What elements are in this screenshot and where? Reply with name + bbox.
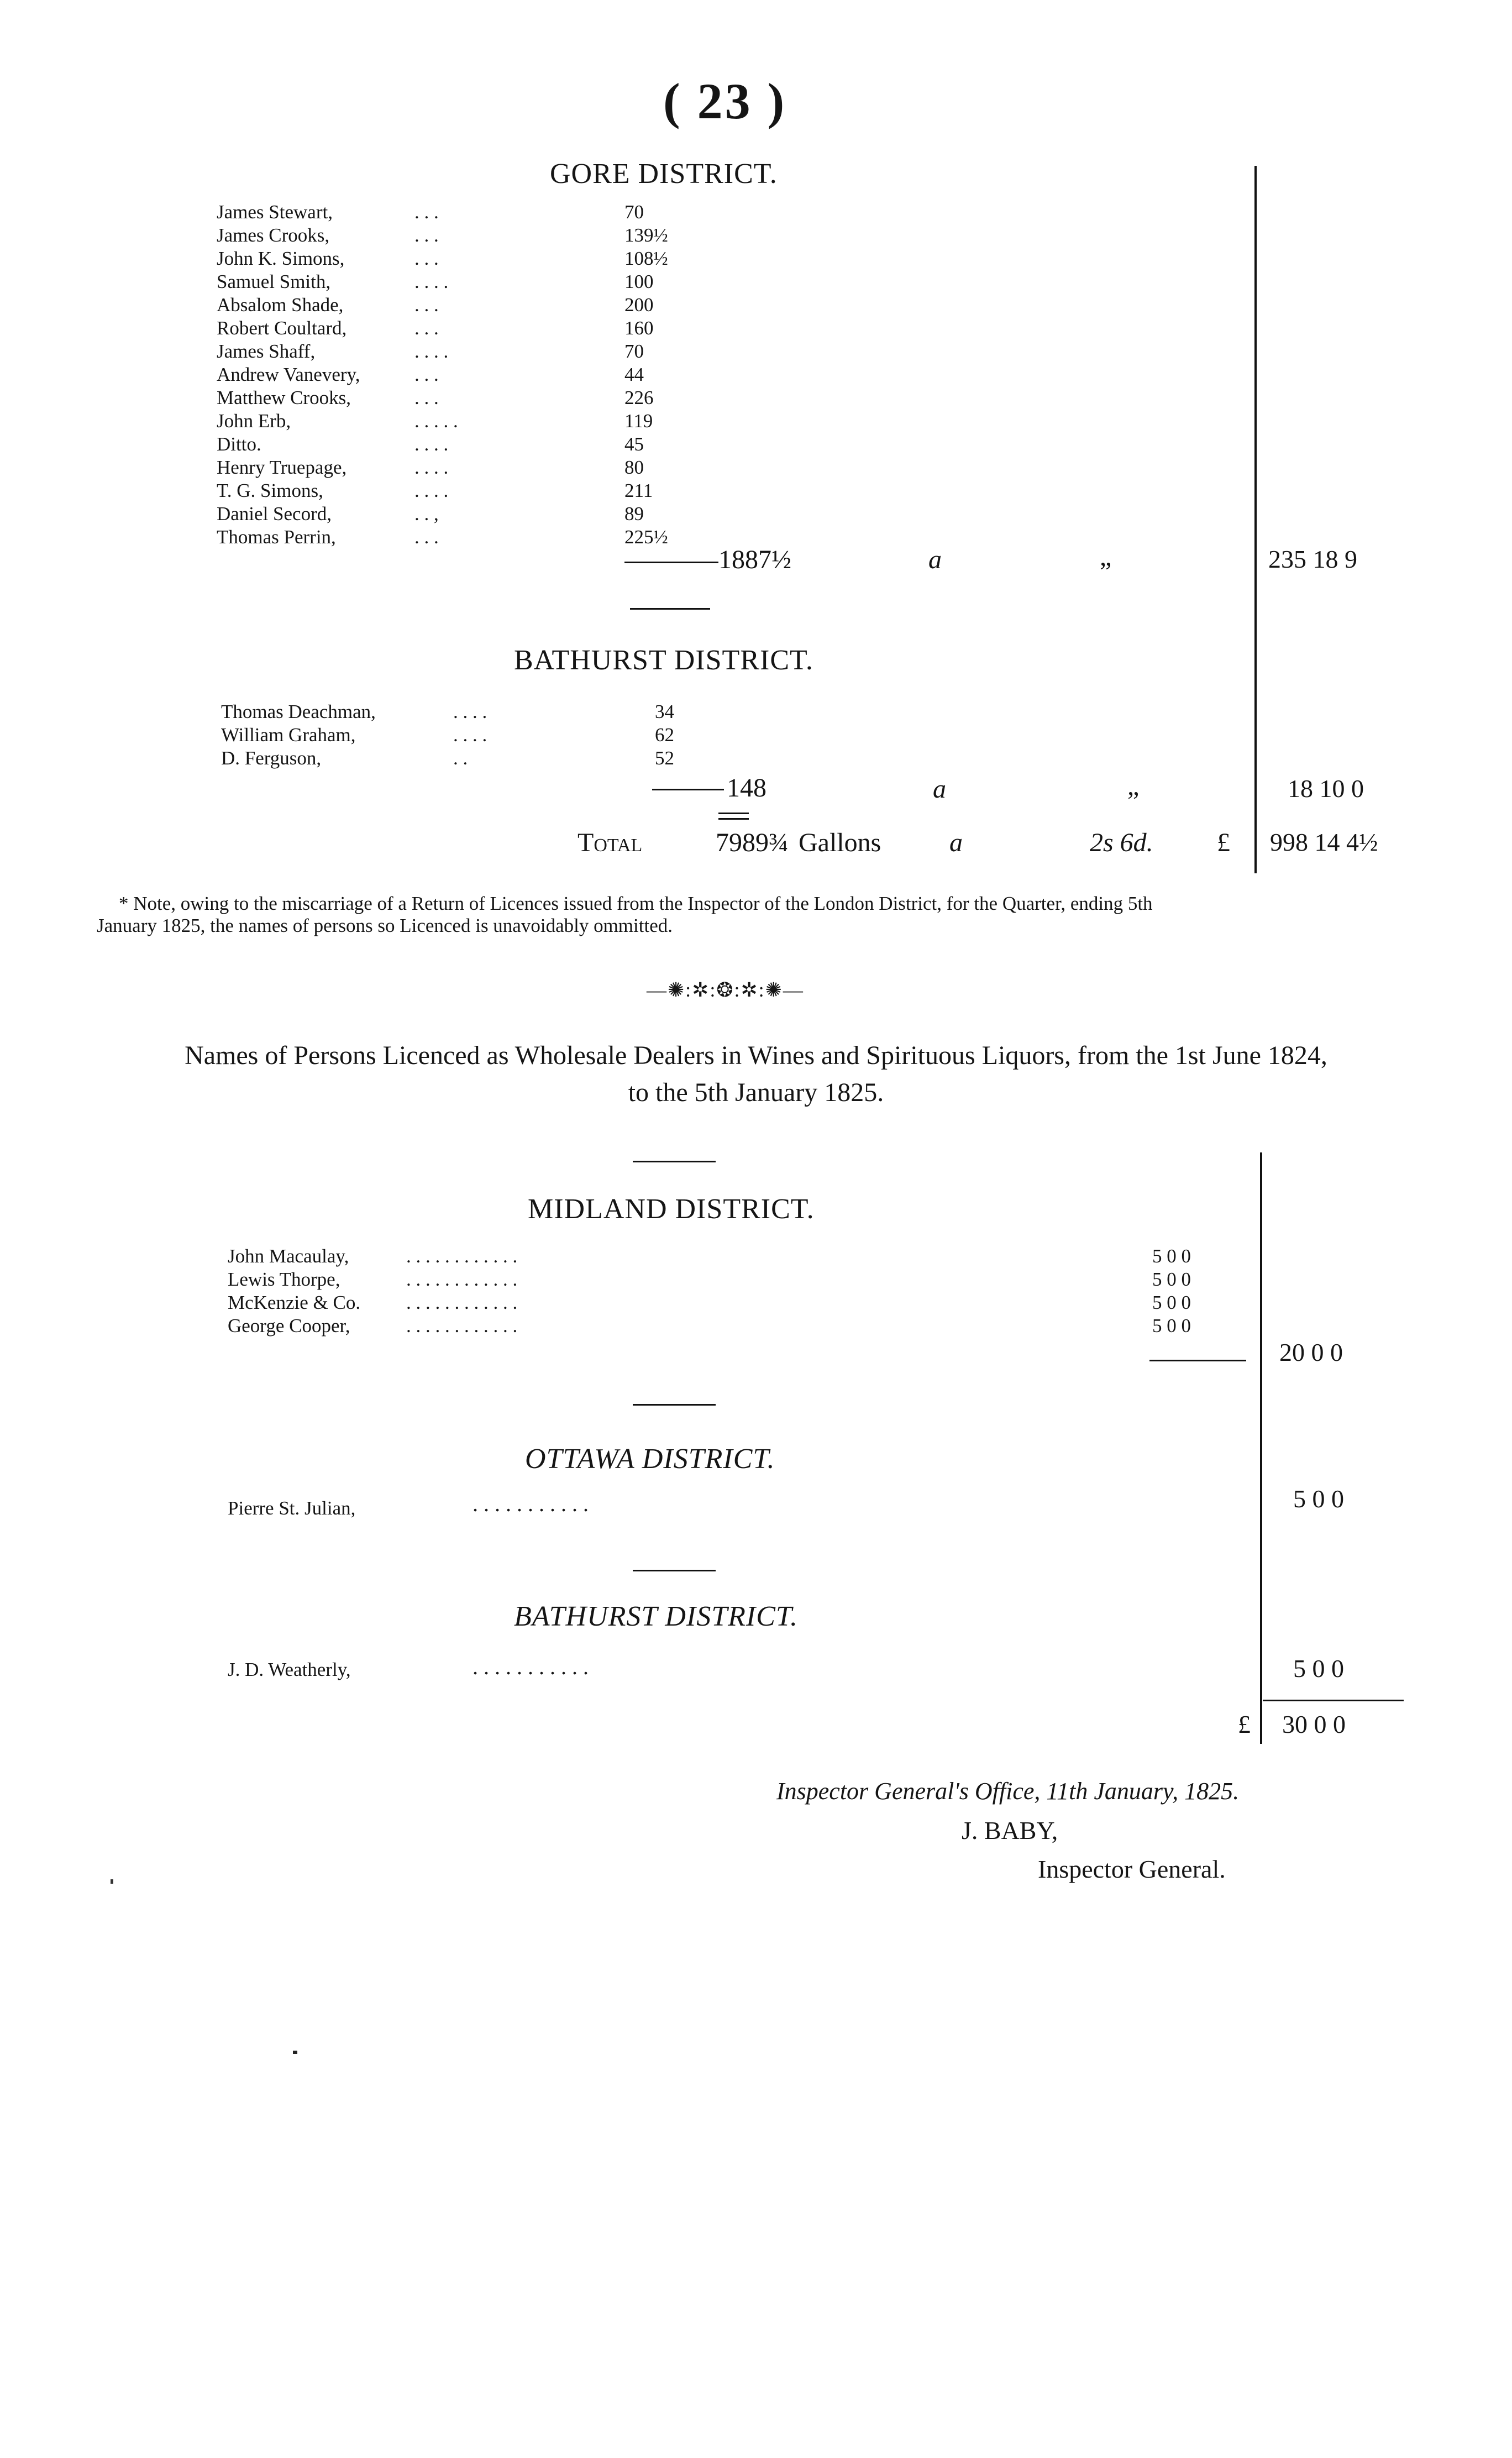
gore-values-column	[624, 201, 668, 549]
section2-title-line1: Names of Persons Licenced as Wholesale Dealers in Wines and Spirituous Liquors, from the 1st June 1824,	[185, 1041, 1327, 1070]
gallons-value: 211	[624, 480, 653, 501]
total-rule-b	[718, 818, 749, 820]
gallons-value: 62	[655, 724, 674, 746]
signature-name: J. BABY,	[962, 1816, 1058, 1844]
gore-amount: 235 18 9	[1268, 545, 1357, 573]
total-amount: 998 14 4½	[1270, 828, 1378, 856]
ottawa-top-rule	[633, 1404, 716, 1406]
separator-rule	[630, 608, 710, 610]
bathurst2-top-rule	[633, 1570, 716, 1571]
leader-dots: . . . .	[414, 433, 449, 455]
gallons-value: 200	[624, 294, 654, 316]
total-label: Total	[578, 828, 643, 857]
licensee-name: James Stewart,	[217, 201, 333, 223]
leader-dots: . . .	[414, 317, 439, 339]
total-at: a	[949, 828, 963, 857]
bathurst2-dots: . . . . . . . . . . .	[473, 1654, 589, 1679]
ottawa-dots: . . . . . . . . . . .	[473, 1491, 589, 1516]
gallons-value: 52	[655, 747, 674, 769]
grand-total-currency: £	[1238, 1710, 1251, 1738]
leader-dots: . . . .	[414, 457, 449, 478]
bathurst-subtotal-rule	[652, 789, 724, 790]
licensee-name: Matthew Crooks,	[217, 387, 351, 408]
gore-subtotal-rule	[624, 562, 718, 563]
gallons-value: 89	[624, 503, 644, 525]
section2-title-line2: to the 5th January 1825.	[628, 1078, 884, 1107]
total-currency: £	[1217, 828, 1230, 857]
licence-amount: 5 0 0	[1152, 1245, 1191, 1267]
bathurst2-district-title: BATHURST DISTRICT.	[514, 1601, 798, 1632]
leader-dots: . . . . . . . . . . . .	[406, 1269, 518, 1290]
licence-amount: 5 0 0	[1152, 1315, 1191, 1337]
leader-dots: . . .	[414, 364, 439, 385]
midland-amount: 20 0 0	[1279, 1338, 1343, 1366]
midland-district-title: MIDLAND DISTRICT.	[528, 1193, 815, 1225]
leader-dots: . . . .	[453, 724, 487, 746]
note-line-1: * Note, owing to the miscarriage of a Return of Licences issued from the Inspector of the London District, for the Quarter, ending 5th	[119, 893, 1153, 914]
bathurst-values-column	[655, 701, 674, 771]
dealer-name: Lewis Thorpe,	[228, 1269, 340, 1290]
gore-ditto-mark: „	[1100, 542, 1112, 572]
amount-column-rule-bottom	[1260, 1152, 1262, 1744]
bathurst-district-title: BATHURST DISTRICT.	[514, 644, 813, 676]
bathurst-names-column	[221, 701, 376, 771]
leader-dots: . .	[453, 747, 468, 769]
gallons-value: 100	[624, 271, 654, 292]
gallons-value: 119	[624, 410, 653, 432]
note-line-2: January 1825, the names of persons so Licenced is unavoidably ommitted.	[97, 915, 673, 936]
licensee-name: Henry Truepage,	[217, 457, 347, 478]
leader-dots: . . .	[414, 224, 439, 246]
bathurst2-amount: 5 0 0	[1293, 1654, 1344, 1683]
licensee-name: Thomas Deachman,	[221, 701, 376, 722]
licensee-name: D. Ferguson,	[221, 747, 322, 769]
licensee-name: Absalom Shade,	[217, 294, 344, 316]
midland-amounts-column	[1152, 1245, 1191, 1338]
gallons-value: 225½	[624, 526, 668, 548]
leader-dots: . . . .	[414, 480, 449, 501]
bathurst2-name: J. D. Weatherly,	[228, 1659, 351, 1680]
licensee-name: John K. Simons,	[217, 248, 345, 269]
gore-district-title: GORE DISTRICT.	[550, 158, 778, 190]
leader-dots: . . . . . . . . . . . .	[406, 1292, 518, 1313]
gore-names-column	[217, 201, 360, 549]
bathurst-ditto-mark: „	[1127, 772, 1140, 801]
licensee-name: Daniel Secord,	[217, 503, 332, 525]
grand-total-rule	[1263, 1700, 1404, 1701]
licensee-name: Thomas Perrin,	[217, 526, 336, 548]
licensee-name: Robert Coultard,	[217, 317, 347, 339]
leader-dots: . . . . . . . . . . . .	[406, 1315, 518, 1337]
licensee-name: John Erb,	[217, 410, 291, 432]
licensee-name: Samuel Smith,	[217, 271, 331, 292]
ottawa-amount: 5 0 0	[1293, 1485, 1344, 1513]
grand-total-amount: 30 0 0	[1282, 1710, 1346, 1738]
leader-dots: . . .	[414, 387, 439, 408]
signature-title: Inspector General.	[1038, 1855, 1226, 1883]
licensee-name: James Shaff,	[217, 340, 316, 362]
leader-dots: . . . . . . . . . . . .	[406, 1245, 518, 1267]
signature-office-line: Inspector General's Office, 11th January, 1825.	[776, 1778, 1240, 1805]
midland-dots-column	[406, 1245, 517, 1338]
midland-names-column	[228, 1245, 360, 1338]
page-number: ( 23 )	[663, 73, 787, 129]
gallons-value: 45	[624, 433, 644, 455]
leader-dots: . . . .	[453, 701, 487, 722]
leader-dots: . . .	[414, 526, 439, 548]
dealer-name: George Cooper,	[228, 1315, 350, 1337]
licence-amount: 5 0 0	[1152, 1292, 1191, 1313]
bathurst-amount: 18 10 0	[1288, 774, 1364, 803]
total-gallons-word: Gallons	[799, 828, 881, 857]
dealer-name: McKenzie & Co.	[228, 1292, 361, 1313]
licensee-name: Ditto.	[217, 433, 261, 455]
gallons-value: 70	[624, 340, 644, 362]
amount-column-rule-top	[1254, 166, 1257, 873]
ottawa-district-title: OTTAWA DISTRICT.	[525, 1443, 775, 1475]
speck-mark	[111, 1879, 113, 1884]
total-rate: 2s 6d.	[1090, 828, 1153, 857]
leader-dots: . . . . .	[414, 410, 458, 432]
bathurst-at: a	[933, 774, 946, 804]
licensee-name: Andrew Vanevery,	[217, 364, 360, 385]
gallons-value: 108½	[624, 248, 668, 269]
licensee-name: James Crooks,	[217, 224, 330, 246]
leader-dots: . . ,	[414, 503, 439, 525]
gallons-value: 80	[624, 457, 644, 478]
dealer-name: John Macaulay,	[228, 1245, 349, 1267]
leader-dots: . . .	[414, 294, 439, 316]
bathurst-dots-column	[453, 701, 487, 771]
licensee-name: T. G. Simons,	[217, 480, 323, 501]
leader-dots: . . .	[414, 201, 439, 223]
gore-subtotal: 1887½	[718, 545, 791, 574]
leader-dots: . . . .	[414, 271, 449, 292]
licensee-name: William Graham,	[221, 724, 356, 746]
speck-mark	[293, 2051, 297, 2054]
gallons-value: 139½	[624, 224, 668, 246]
gallons-value: 160	[624, 317, 654, 339]
leader-dots: . . .	[414, 248, 439, 269]
ottawa-name: Pierre St. Julian,	[228, 1497, 356, 1519]
total-rule-a	[718, 813, 749, 814]
gore-at: a	[928, 545, 942, 574]
midland-top-rule	[633, 1161, 716, 1162]
gallons-value: 70	[624, 201, 644, 223]
total-gallons: 7989¾	[716, 828, 789, 857]
gallons-value: 34	[655, 701, 674, 722]
licence-amount: 5 0 0	[1152, 1269, 1191, 1290]
bathurst-subtotal: 148	[727, 773, 767, 803]
midland-sum-rule	[1149, 1360, 1246, 1361]
leader-dots: . . . .	[414, 340, 449, 362]
gallons-value: 226	[624, 387, 654, 408]
gore-dots-column	[414, 201, 458, 549]
gallons-value: 44	[624, 364, 644, 385]
ornament-divider: —✺:✲:❂:✲:✺—	[647, 979, 804, 1001]
